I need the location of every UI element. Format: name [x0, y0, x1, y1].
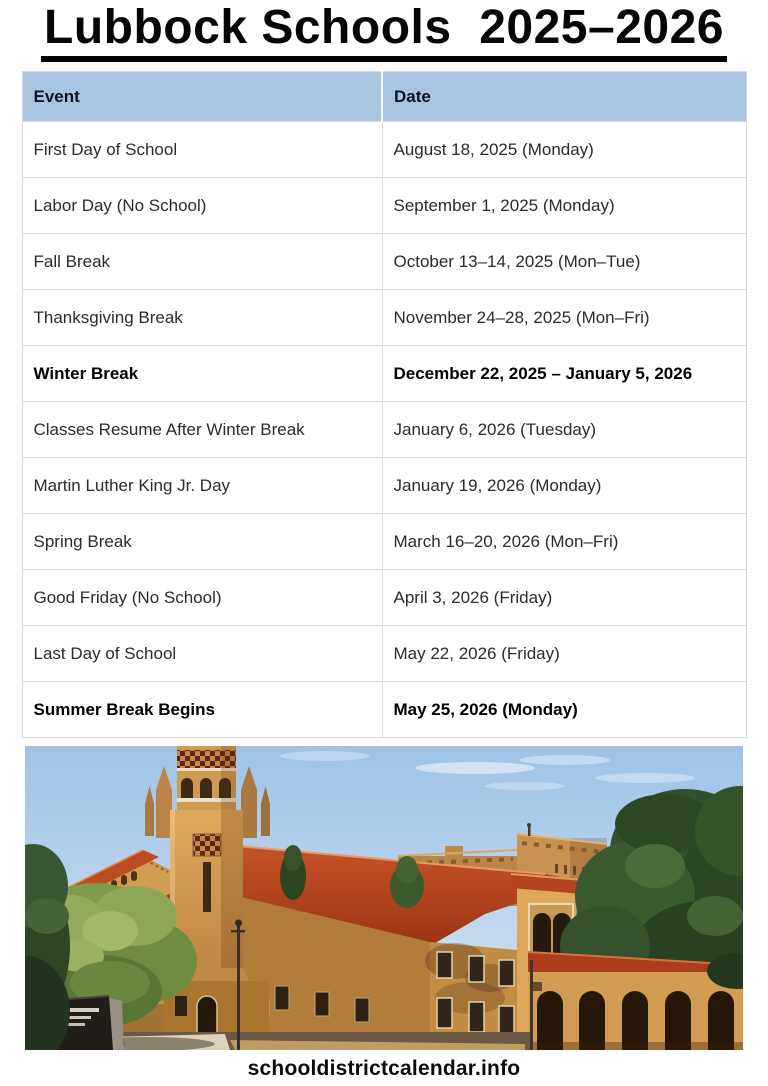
table-row [22, 626, 746, 682]
page-title: Lubbock Schools 2025–2026 [41, 3, 727, 62]
event-cell: Winter Break [22, 346, 382, 402]
event-cell: Thanksgiving Break [22, 290, 382, 346]
date-cell: May 22, 2026 (Friday) [382, 626, 746, 682]
school-photo-illustration [25, 746, 743, 1050]
table-row [22, 178, 746, 234]
event-cell: Fall Break [22, 234, 382, 290]
table-row [22, 570, 746, 626]
column-header-date: Date [382, 72, 746, 122]
table-row [22, 290, 746, 346]
date-cell: August 18, 2025 (Monday) [382, 122, 746, 178]
title-wrap [0, 0, 768, 62]
table-row [22, 682, 746, 738]
event-cell: Martin Luther King Jr. Day [22, 458, 382, 514]
event-cell: Labor Day (No School) [22, 178, 382, 234]
date-cell: September 1, 2025 (Monday) [382, 178, 746, 234]
event-cell: Last Day of School [22, 626, 382, 682]
table-row [22, 514, 746, 570]
table-row [22, 346, 746, 402]
footer-site-url: schooldistrictcalendar.info [247, 1057, 521, 1081]
arcade [528, 952, 743, 1050]
left-foliage [25, 844, 70, 1050]
table-header-row [22, 72, 746, 122]
school-calendar-table [22, 71, 747, 738]
event-cell: First Day of School [22, 122, 382, 178]
date-cell: April 3, 2026 (Friday) [382, 570, 746, 626]
table-row [22, 458, 746, 514]
date-cell: December 22, 2025 – January 5, 2026 [382, 346, 746, 402]
school-photo [25, 746, 743, 1050]
date-cell: October 13–14, 2025 (Mon–Tue) [382, 234, 746, 290]
column-header-event: Event [22, 72, 382, 122]
event-cell: Classes Resume After Winter Break [22, 402, 382, 458]
event-cell: Summer Break Begins [22, 682, 382, 738]
event-cell: Good Friday (No School) [22, 570, 382, 626]
table-row [22, 234, 746, 290]
table-row [22, 402, 746, 458]
table-row [22, 122, 746, 178]
date-cell: November 24–28, 2025 (Mon–Fri) [382, 290, 746, 346]
date-cell: March 16–20, 2026 (Mon–Fri) [382, 514, 746, 570]
date-cell: May 25, 2026 (Monday) [382, 682, 746, 738]
date-cell: January 6, 2026 (Tuesday) [382, 402, 746, 458]
date-cell: January 19, 2026 (Monday) [382, 458, 746, 514]
event-cell: Spring Break [22, 514, 382, 570]
